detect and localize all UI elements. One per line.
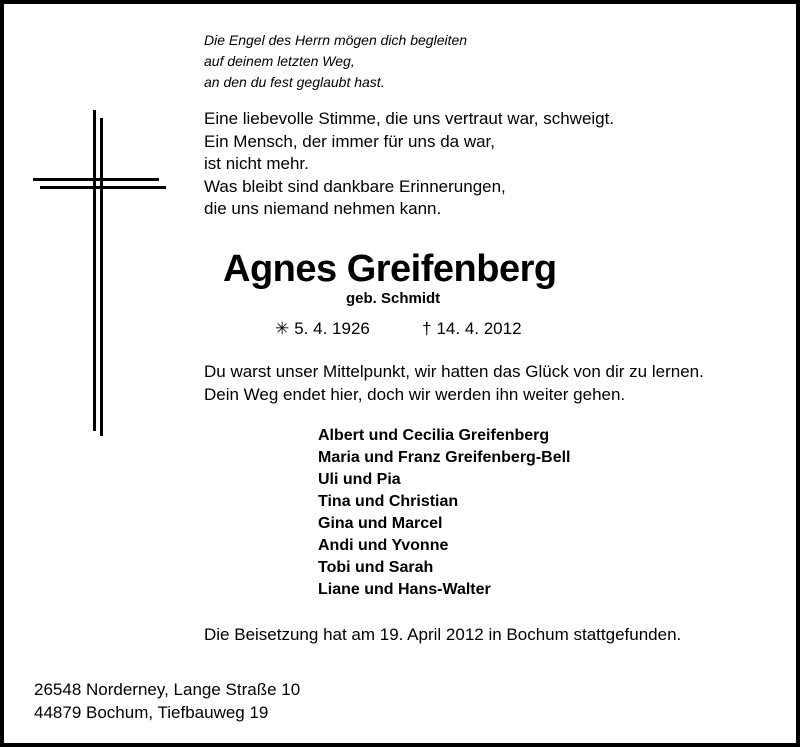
address-line: 26548 Norderney, Lange Straße 10 bbox=[34, 680, 301, 699]
poem-line: die uns niemand nehmen kann. bbox=[204, 199, 442, 218]
deceased-name: Agnes Greifenberg bbox=[223, 248, 557, 290]
closing-line: Dein Weg endet hier, doch wir werden ihn weiter gehen. bbox=[204, 384, 626, 404]
poem-line: Eine liebevolle Stimme, die uns vertraut war, schweigt. bbox=[204, 109, 615, 128]
motto-line: an den du fest geglaubt hast. bbox=[204, 74, 385, 90]
mourner-item: Andi und Yvonne bbox=[318, 537, 449, 554]
poem-verse bbox=[204, 108, 614, 221]
poem-line: ist nicht mehr. bbox=[204, 154, 309, 173]
death-date bbox=[422, 318, 522, 340]
mourner-item: Tobi und Sarah bbox=[318, 559, 434, 576]
mourner-item: Albert und Cecilia Greifenberg bbox=[318, 427, 550, 444]
mourner-item: Uli und Pia bbox=[318, 471, 401, 488]
birth-date bbox=[275, 318, 370, 340]
maiden-name: geb. Schmidt bbox=[346, 290, 441, 307]
mourner-item: Gina und Marcel bbox=[318, 515, 443, 532]
death-date-value: 14. 4. 2012 bbox=[436, 319, 522, 338]
mourner-item: Maria und Franz Greifenberg-Bell bbox=[318, 449, 571, 466]
closing-text bbox=[204, 361, 704, 406]
mourners-list bbox=[318, 425, 570, 601]
dagger-cross-icon: † bbox=[422, 319, 432, 338]
address-line: 44879 Bochum, Tiefbauweg 19 bbox=[34, 702, 269, 722]
motto-line: Die Engel des Herrn mögen dich begleiten bbox=[204, 32, 468, 48]
closing-line: Du warst unser Mittelpunkt, wir hatten das Glück von dir zu lernen. bbox=[204, 362, 704, 381]
mourner-item: Tina und Christian bbox=[318, 493, 459, 510]
mourner-item: Liane und Hans-Walter bbox=[318, 581, 491, 598]
poem-line: Was bleibt sind dankbare Erinnerungen, bbox=[204, 176, 506, 196]
poem-line: Ein Mensch, der immer für uns da war, bbox=[204, 131, 496, 151]
address-block bbox=[34, 679, 300, 724]
motto-verse bbox=[204, 30, 467, 93]
birth-date-value: 5. 4. 1926 bbox=[294, 319, 370, 338]
funeral-notice: Die Beisetzung hat am 19. April 2012 in Bochum stattgefunden. bbox=[204, 625, 682, 644]
motto-line: auf deinem letzten Weg, bbox=[204, 53, 355, 69]
asterisk-icon: ✳ bbox=[275, 319, 290, 338]
